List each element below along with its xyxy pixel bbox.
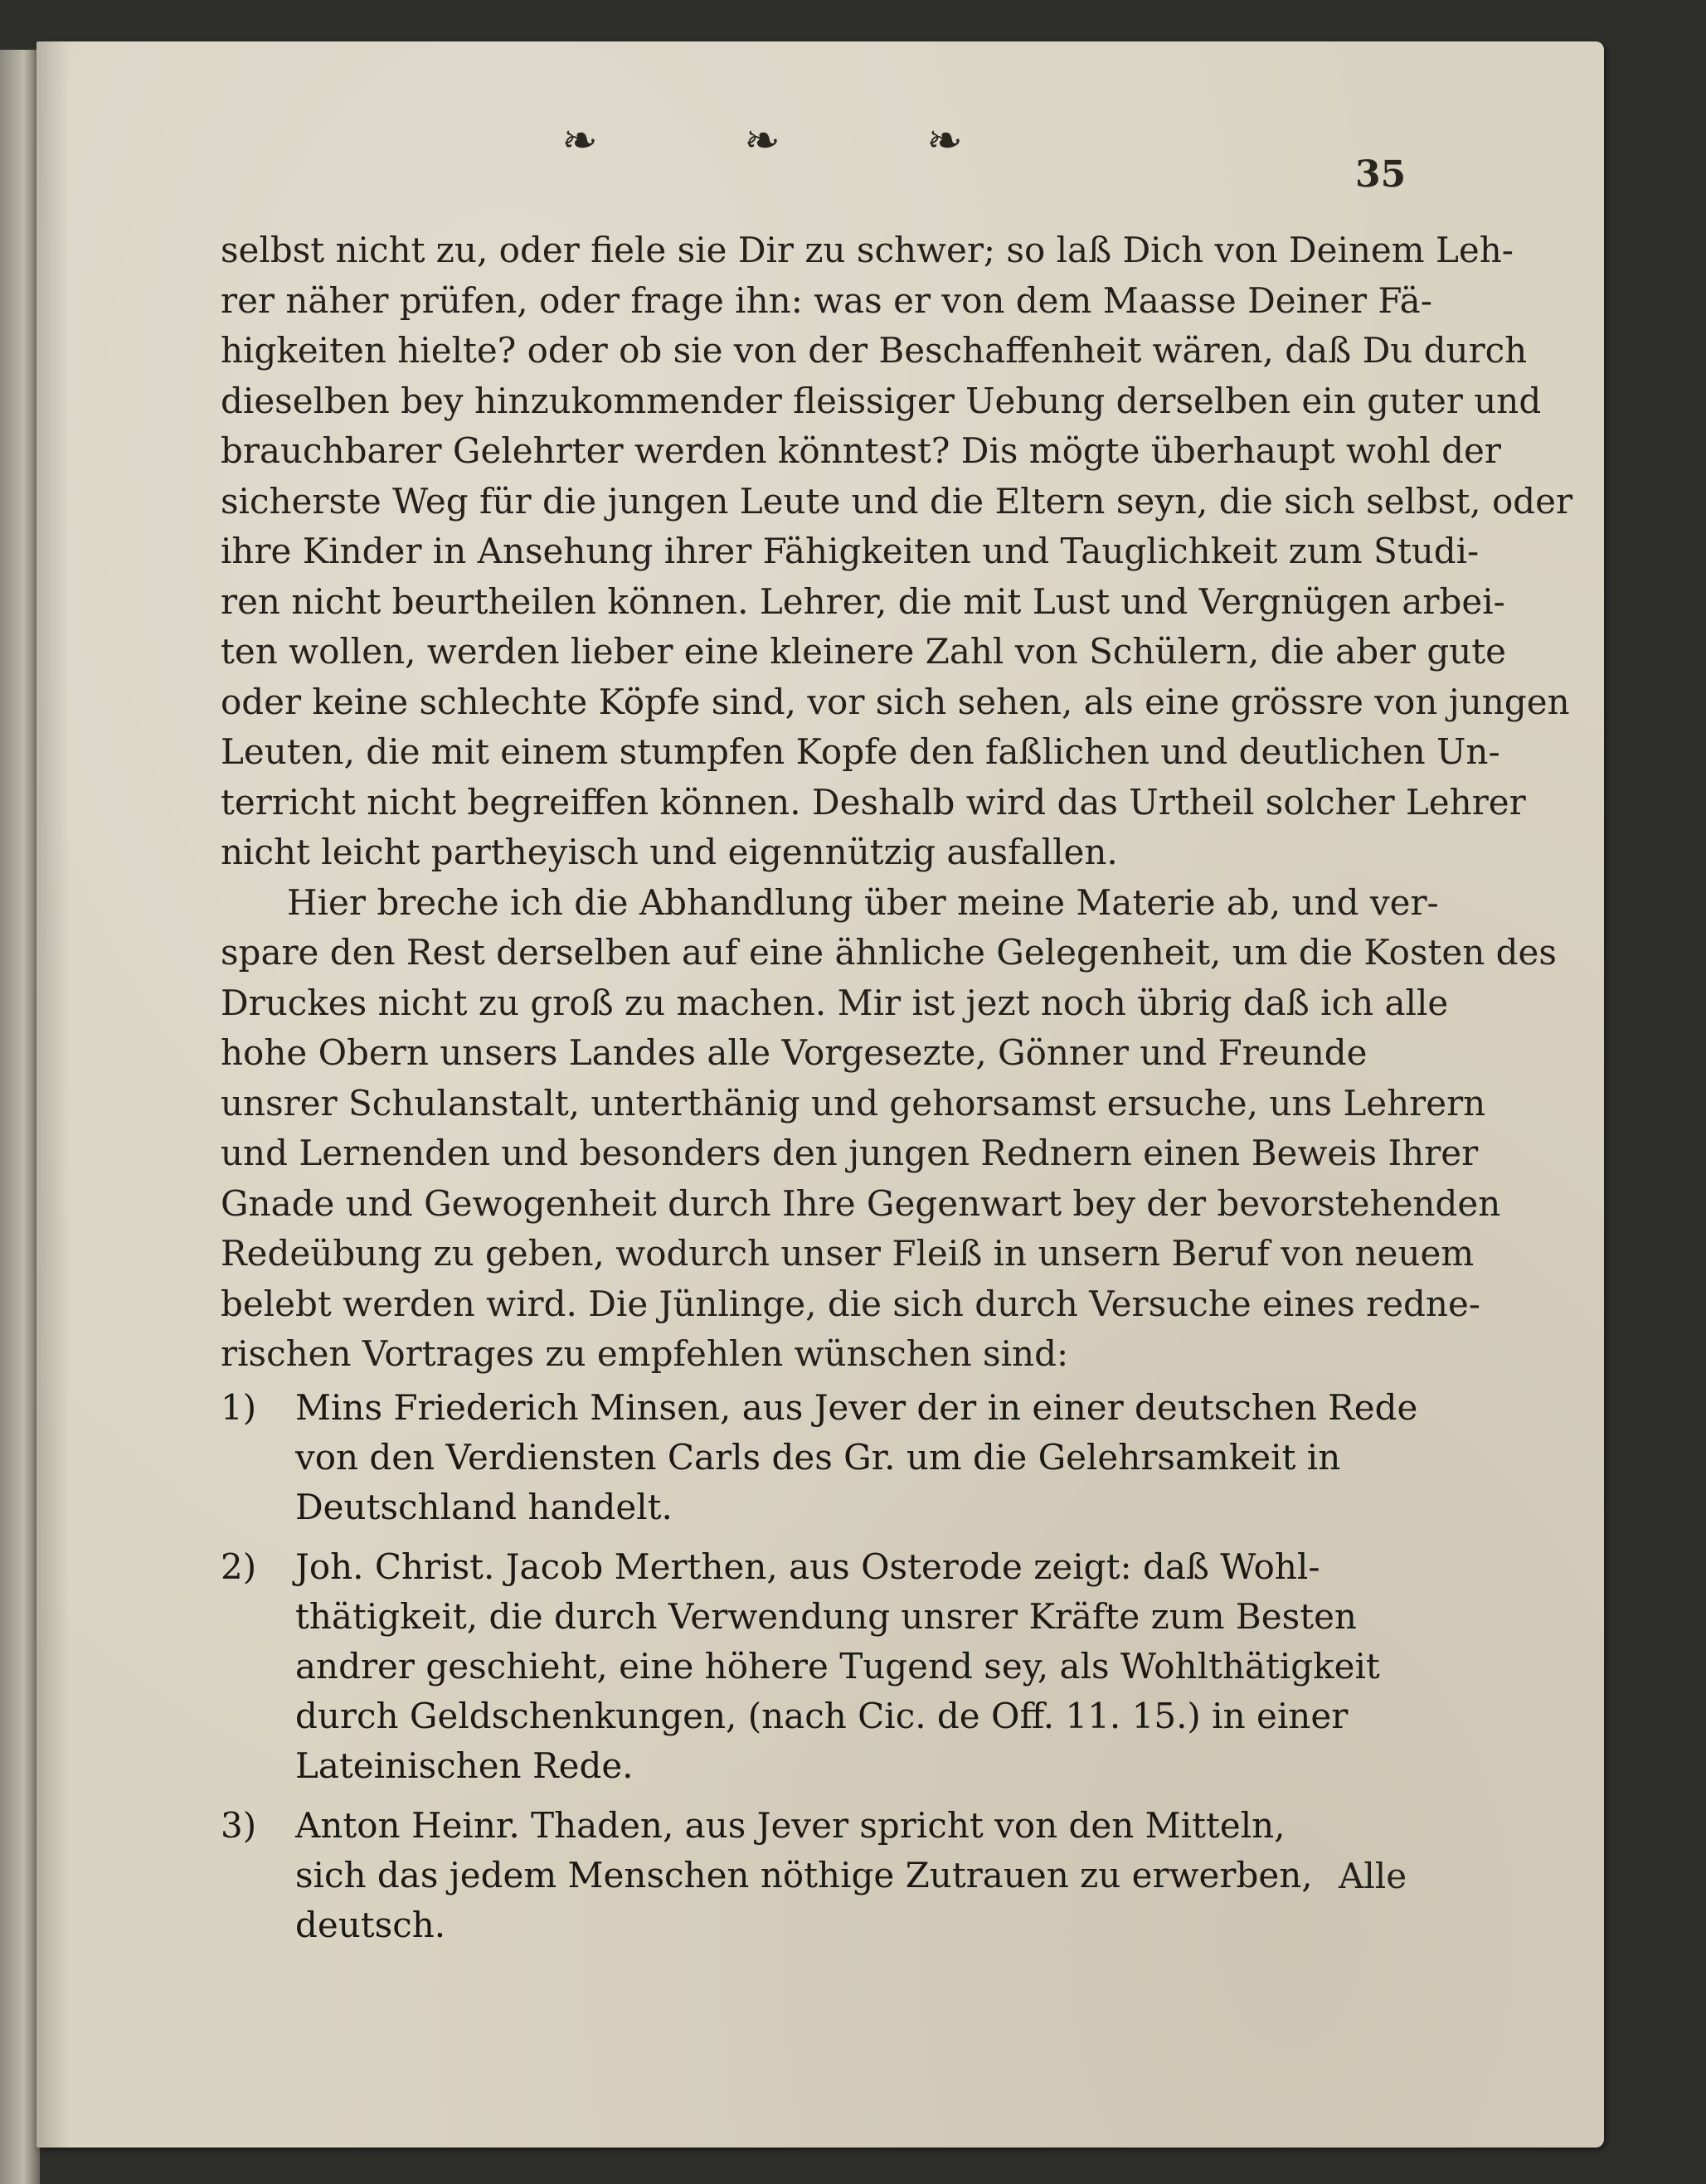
list-item-text [295,1383,1418,1532]
text-line: belebt werden wird. Die Jünlinge, die sich durch Versuche eines redne- [221,1283,1480,1324]
text-line: Lateinischen Rede. [295,1745,634,1786]
text-line: Deutschland handelt. [295,1486,673,1527]
paragraph-2 [221,878,1557,1380]
fleuron-icon: ❧ [926,116,963,166]
list-item-text [295,1542,1407,1791]
previous-page-edge [0,50,40,2184]
fleuron-icon: ❧ [561,116,598,166]
text-line: ihre Kinder in Ansehung ihrer Fähigkeiten und Tauglichkeit zum Studi- [221,531,1480,571]
list-item [221,1801,1407,1950]
text-line: rer näher prüfen, oder frage ihn: was er von dem Maasse Deiner Fä- [221,279,1432,321]
book-page [36,41,1604,2148]
text-line: rischen Vortrages zu empfehlen wünschen sind: [221,1333,1069,1374]
list-item-number: 3) [221,1804,257,1846]
list-item-number: 2) [221,1546,257,1587]
text-line: durch Geldschenkungen, (nach Cic. de Off. 11. 15.) in einer [295,1695,1349,1736]
text-line: ren nicht beurtheilen können. Lehrer, die mit Lust und Vergnügen arbei- [221,580,1505,622]
text-line: deutsch. [295,1904,446,1945]
text-line: spare den Rest derselben auf eine ähnliche Gelegenheit, um die Kosten des [221,932,1557,973]
text-line: Redeübung zu geben, wodurch unser Fleiß in unsern Beruf von neuem [221,1233,1475,1274]
catchword: Alle [1339,1856,1407,1896]
list-item [221,1383,1418,1532]
text-line: Hier breche ich die Abhandlung über meine Materie ab, und ver- [287,881,1439,923]
fleuron-icon: ❧ [744,116,780,166]
text-line: andrer geschieht, eine höhere Tugend sey, als Wohlthätigkeit [295,1645,1380,1687]
text-line: und Lernenden und besonders den jungen Rednern einen Beweis Ihrer [221,1133,1479,1173]
text-line: von den Verdiensten Carls des Gr. um die Gelehrsamkeit in [295,1436,1341,1478]
text-line: terricht nicht begreiffen können. Deshalb wird das Urtheil solcher Lehrer [221,781,1526,823]
list-item [221,1542,1407,1791]
speaker-list [221,1383,1418,1960]
text-line: sich das jedem Menschen nöthige Zutrauen zu erwerben, [295,1854,1313,1895]
text-line: hohe Obern unsers Landes alle Vorgesezte, Gönner und Freunde [221,1032,1368,1073]
text-line: dieselben bey hinzukommender fleissiger Uebung derselben ein guter und [221,380,1542,421]
paragraph-1 [221,226,1573,878]
text-line: ten wollen, werden lieber eine kleinere Zahl von Schülern, die aber gute [221,631,1507,672]
text-line: Mins Friederich Minsen, aus Jever der in einer deutschen Rede [295,1386,1418,1428]
text-line: Gnade und Gewogenheit durch Ihre Gegenwart bey der bevorstehenden [221,1182,1501,1224]
page-number: 35 [1355,153,1407,196]
text-line: Leuten, die mit einem stumpfen Kopfe den faßlichen und deutlichen Un- [221,731,1500,772]
header-ornaments [551,112,1297,170]
text-line: Joh. Christ. Jacob Merthen, aus Osterode zeigt: daß Wohl- [295,1546,1320,1587]
text-line: unsrer Schulanstalt, unterthänig und gehorsamst ersuche, uns Lehrern [221,1082,1486,1124]
text-line: brauchbarer Gelehrter werden könntest? Dis mögte überhaupt wohl der [221,430,1501,471]
text-line: sicherste Weg für die jungen Leute und die Eltern seyn, die sich selbst, oder [221,480,1573,522]
text-line: thätigkeit, die durch Verwendung unsrer Kräfte zum Besten [295,1595,1357,1637]
text-line: nicht leicht partheyisch und eigennützig ausfallen. [221,832,1118,872]
text-line: higkeiten hielte? oder ob sie von der Beschaffenheit wären, daß Du durch [221,330,1528,371]
text-line: selbst nicht zu, oder fiele sie Dir zu schwer; so laß Dich von Deinem Leh- [221,230,1514,270]
text-line: Anton Heinr. Thaden, aus Jever spricht von den Mitteln, [295,1804,1286,1846]
list-item-text [295,1801,1407,1950]
text-line: Druckes nicht zu groß zu machen. Mir ist jezt noch übrig daß ich alle [221,982,1449,1023]
list-item-number: 1) [221,1386,257,1428]
body-text [221,226,1573,1380]
text-line: oder keine schlechte Köpfe sind, vor sich sehen, als eine grössre von jungen [221,681,1570,722]
